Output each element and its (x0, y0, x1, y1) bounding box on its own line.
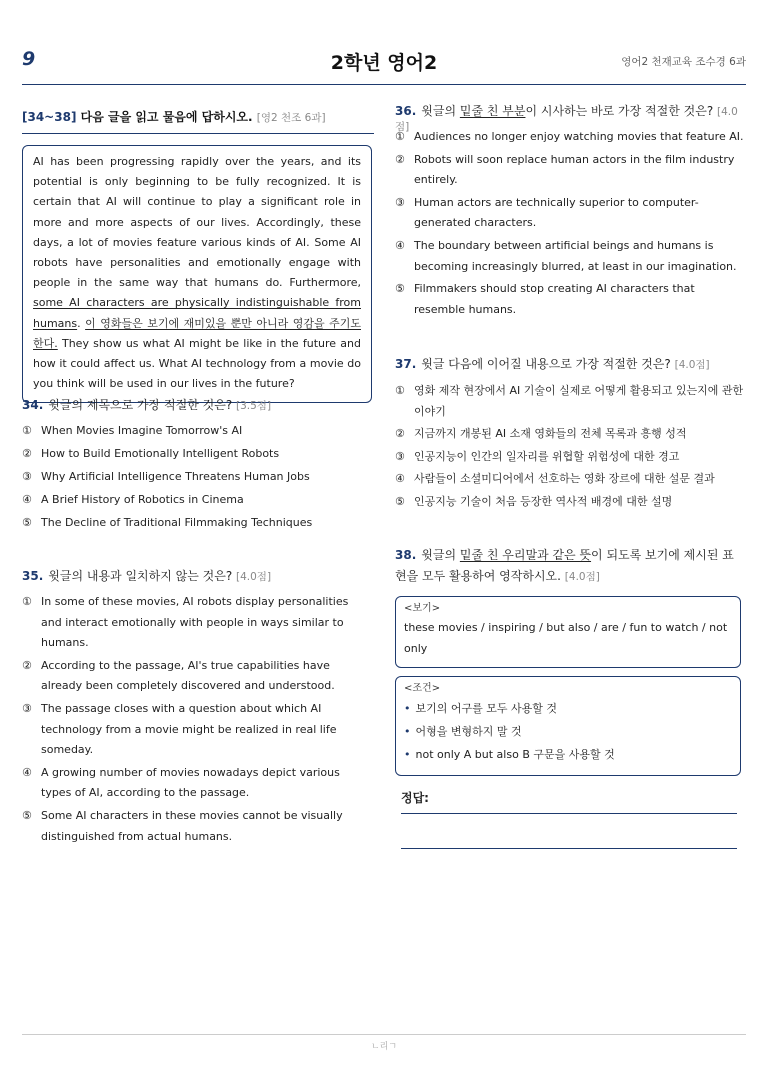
reading-passage (22, 145, 372, 403)
underlined-english-sentence: some AI characters are physically indistinguishable from humans (33, 296, 361, 330)
passage-text-3: They show us what AI might be like in the future and how it could affect us. What AI technology from a movie do you think will be used in our lives in the future? (33, 336, 361, 391)
option-text: Why Artificial Intelligence Threatens Human Jobs (41, 470, 310, 484)
question-34 (22, 396, 271, 413)
group-heading (22, 108, 326, 125)
question-points: [3.5점] (236, 400, 272, 412)
condition-item: • 보기의 어구를 모두 사용할 것 (404, 697, 730, 720)
option-mark: ② (22, 658, 32, 672)
header-divider (22, 84, 746, 85)
question-points: [4.0점] (564, 571, 600, 583)
q37-option-3[interactable] (395, 447, 745, 468)
conditions-label: <조건> (404, 683, 441, 694)
question-38 (395, 545, 745, 588)
passage-text-2: . (77, 316, 86, 330)
option-mark: ① (395, 384, 405, 397)
option-text: The Decline of Traditional Filmmaking Techniques (41, 516, 313, 530)
question-underlined-text: 밑줄 친 부분 (459, 104, 526, 118)
page-subtitle: 영어2 천재교육 조수경 6과 (621, 56, 746, 68)
option-text: 영화 제작 현장에서 AI 기술이 실제로 어떻게 활용되고 있는지에 관한 이야기 (414, 384, 744, 418)
q34-option-1[interactable] (22, 421, 374, 442)
question-points: [4.0점] (236, 571, 272, 583)
option-mark: ⑤ (22, 808, 32, 822)
option-text: According to the passage, AI's true capabilities have already been completely discovered and understood. (41, 658, 335, 693)
option-mark: ② (395, 427, 405, 441)
option-mark: ② (22, 447, 32, 461)
option-mark: ⑤ (22, 516, 32, 530)
option-text: 인공지능 기술이 처음 등장한 역사적 배경에 대한 설명 (414, 494, 673, 508)
q34-options (22, 421, 374, 536)
question-37 (395, 355, 710, 372)
option-text: The passage closes with a question about which AI technology from a movie might be realized in real life someday. (41, 701, 337, 757)
q34-option-5[interactable] (22, 513, 374, 534)
option-mark: ⑤ (395, 494, 405, 508)
question-points: [4.0점] (674, 359, 710, 371)
question-number: 38. (395, 548, 417, 562)
q37-options (395, 381, 745, 515)
q34-option-3[interactable] (22, 467, 374, 488)
q36-options (395, 127, 745, 322)
passage-text-1: AI has been progressing rapidly over the years, and its potential is only beginning to be fully recognized. It is certain that AI will continue to play a significant role in more and more aspects of our lives. Accordingly, these days, a lot of movies feature various kinds of AI. Some AI robots have personalities and emotionally engage with people in the same way that humans do. Furthermore, (33, 155, 361, 290)
option-mark: ③ (22, 470, 32, 484)
group-instruction: 다음 글을 읽고 물음에 답하시오. (80, 110, 253, 124)
question-text: 이 시사하는 바로 가장 적절한 것은? (525, 104, 714, 118)
option-mark: ③ (395, 195, 405, 209)
option-mark: ④ (22, 493, 32, 507)
option-mark: ⑤ (395, 282, 405, 296)
answer-label: 정답: (401, 791, 429, 805)
option-text: Robots will soon replace human actors in the film industry entirely. (414, 152, 735, 187)
option-text: A growing number of movies nowadays depict various types of AI, according to the passage. (41, 765, 340, 800)
q35-options (22, 592, 358, 849)
question-number: 34. (22, 398, 44, 412)
q36-option-3[interactable] (395, 193, 745, 234)
group-divider (22, 133, 374, 134)
underlined-korean-sentence: 이 영화들은 보기에 재미있을 뿐만 아니라 영감을 주기도 한다. (33, 316, 361, 350)
condition-item: • 어형을 변형하지 말 것 (404, 720, 730, 743)
question-35 (22, 567, 271, 584)
question-number: 37. (395, 357, 417, 371)
option-text: Some AI characters in these movies cannot be visually distinguished from actual humans. (41, 808, 343, 843)
question-points: [4.0점] (395, 106, 738, 133)
q35-option-5[interactable] (22, 806, 358, 847)
option-mark: ① (22, 595, 32, 608)
q36-option-5[interactable] (395, 279, 745, 320)
group-range: [34~38] (22, 110, 77, 124)
q34-option-4[interactable] (22, 490, 374, 511)
option-text: A Brief History of Robotics in Cinema (41, 493, 244, 507)
option-text: 인공지능이 인간의 일자리를 위협할 위험성에 대한 경고 (414, 449, 680, 463)
option-mark: ③ (22, 701, 32, 715)
conditions-box (395, 676, 741, 776)
question-text: 윗글의 제목으로 가장 적절한 것은? (48, 398, 233, 412)
bogi-label: <보기> (404, 603, 441, 614)
q35-option-4[interactable] (22, 763, 358, 804)
q37-option-1[interactable] (395, 381, 745, 422)
question-text: 윗글 다음에 이어질 내용으로 가장 적절한 것은? (421, 357, 671, 371)
footer-text: ㄴ리ㄱ (370, 1042, 398, 1052)
q35-option-2[interactable] (22, 656, 358, 697)
option-text: 지금까지 개봉된 AI 소재 영화들의 전체 목록과 흥행 성적 (414, 427, 687, 441)
bogi-box (395, 596, 741, 668)
question-text: 윗글의 (421, 548, 460, 562)
group-source: [영2 천조 6과] (256, 112, 326, 124)
option-text: How to Build Emotionally Intelligent Robots (41, 447, 280, 461)
q37-option-2[interactable] (395, 424, 745, 445)
option-mark: ③ (395, 449, 405, 463)
q35-option-1[interactable] (22, 592, 358, 654)
option-text: 사람들이 소셜미디어에서 선호하는 영화 장르에 대한 설문 결과 (414, 472, 715, 486)
q37-option-5[interactable] (395, 492, 745, 513)
q34-option-2[interactable] (22, 444, 374, 465)
page-title: 2학년 영어2 (330, 52, 438, 74)
option-text: In some of these movies, AI robots display personalities and interact emotionally with people in ways similar to humans. (41, 595, 349, 650)
q37-option-4[interactable] (395, 469, 745, 490)
q36-option-1[interactable] (395, 127, 745, 148)
condition-item: • not only A but also B 구문을 사용할 것 (404, 743, 730, 766)
q35-option-3[interactable] (22, 699, 358, 761)
option-text: When Movies Imagine Tomorrow's AI (41, 424, 243, 437)
option-mark: ① (22, 424, 32, 437)
question-number: 36. (395, 104, 417, 118)
q36-option-4[interactable] (395, 236, 745, 277)
option-mark: ④ (395, 238, 405, 252)
option-mark: ④ (22, 765, 32, 779)
option-text: The boundary between artificial beings and humans is becoming increasingly blurred, at least in our imagination. (414, 238, 737, 273)
answer-line-2[interactable] (401, 848, 737, 849)
option-mark: ① (395, 130, 405, 143)
question-text: 윗글의 (421, 104, 460, 118)
option-text: Audiences no longer enjoy watching movies that feature AI. (414, 130, 744, 143)
question-number: 35. (22, 569, 44, 583)
q36-option-2[interactable] (395, 150, 745, 191)
page-number: 9 (22, 48, 36, 70)
bogi-text: these movies / inspiring / but also / are / fun to watch / not only (404, 621, 728, 655)
option-mark: ② (395, 152, 405, 166)
question-text: 윗글의 내용과 일치하지 않는 것은? (48, 569, 233, 583)
footer-divider (22, 1034, 746, 1035)
question-underlined-text: 밑줄 친 우리말과 같은 뜻 (459, 548, 592, 562)
answer-line-1[interactable] (401, 813, 737, 814)
option-mark: ④ (395, 472, 405, 486)
question-text: 이 되도록 보기에 제시된 표현을 모두 활용하여 영작하시오. (395, 548, 734, 583)
option-text: Human actors are technically superior to computer-generated characters. (414, 195, 699, 230)
option-text: Filmmakers should stop creating AI characters that resemble humans. (414, 282, 695, 316)
